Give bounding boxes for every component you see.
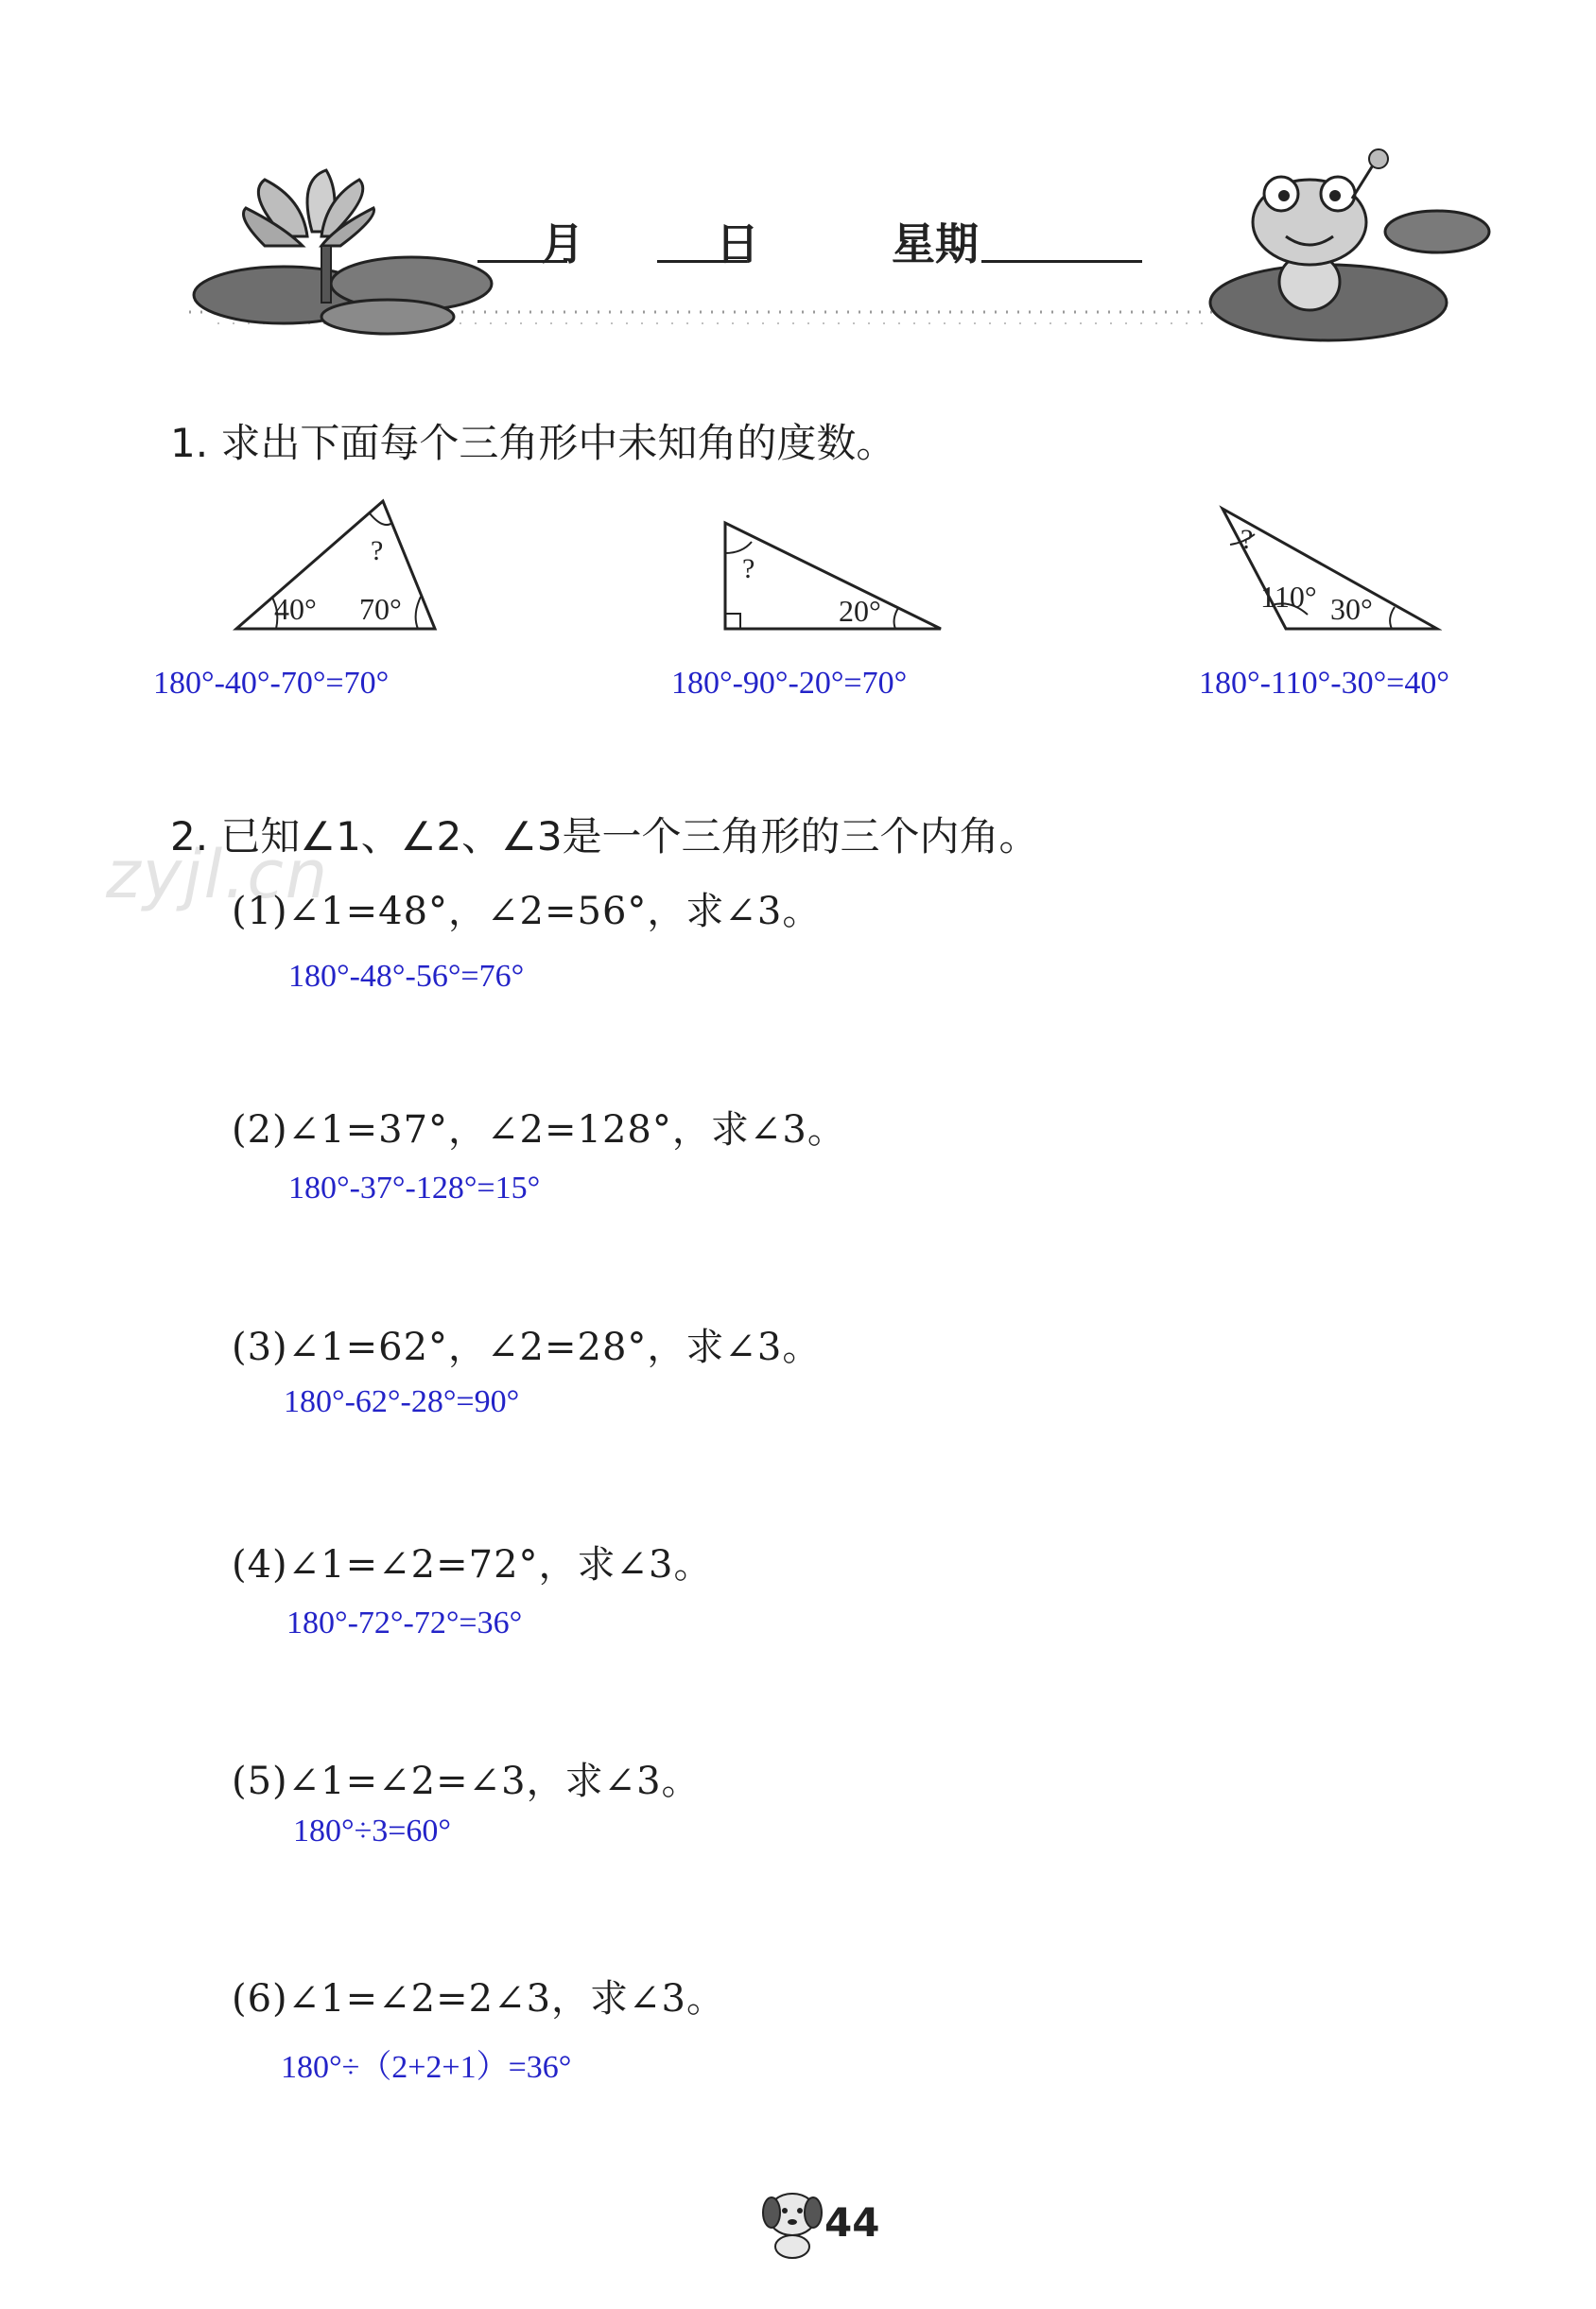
triangle-1-angle-a: 40° (274, 592, 317, 626)
question-1-title: 1. 求出下面每个三角形中未知角的度数。 (170, 420, 896, 466)
triangle-3-answer: 180°-110°-30°=40° (1199, 666, 1449, 701)
frog-illustration (1210, 149, 1489, 340)
triangle-1-angle-b: 70° (359, 592, 402, 626)
question-2-answer-5: 180°÷3=60° (293, 1814, 452, 1849)
triangle-1-answer: 180°-40°-70°=70° (153, 666, 390, 701)
triangle-3-unknown: ? (1240, 524, 1254, 555)
question-2-item-6: (6)∠1=∠2=2∠3，求∠3。 (232, 1977, 725, 2021)
question-2-item-5: (5)∠1=∠2=∠3，求∠3。 (232, 1760, 701, 1803)
watermark: zyjl.cn (106, 836, 330, 913)
question-2-answer-4: 180°-72°-72°=36° (286, 1606, 523, 1641)
triangle-3-angle-a: 110° (1260, 580, 1317, 614)
triangle-2-answer: 180°-90°-20°=70° (671, 666, 908, 701)
page-number: 44 (824, 2199, 880, 2246)
weekday-blank[interactable] (981, 260, 1142, 263)
triangle-3-angle-b: 30° (1330, 592, 1373, 626)
question-2-answer-6: 180°÷（2+2+1）=36° (281, 2050, 572, 2085)
question-2-item-2: (2)∠1=37°，∠2=128°，求∠3。 (232, 1108, 846, 1152)
question-2-item-3: (3)∠1=62°，∠2=28°，求∠3。 (232, 1326, 822, 1369)
question-2-answer-1: 180°-48°-56°=76° (288, 959, 525, 994)
question-2-item-4: (4)∠1=∠2=72°，求∠3。 (232, 1543, 713, 1587)
triangle-2-angle: 20° (839, 594, 881, 628)
triangle-2-unknown: ? (742, 553, 755, 584)
header-decoration (0, 142, 1596, 359)
triangle-1 (227, 482, 444, 634)
question-2-answer-2: 180°-37°-128°=15° (288, 1171, 541, 1206)
weekday-label: 星期 (892, 218, 979, 269)
lotus-illustration (194, 170, 492, 334)
question-2-item-1: (1)∠1=48°，∠2=56°，求∠3。 (232, 890, 822, 933)
month-label: 月 (541, 218, 584, 269)
triangle-1-unknown: ? (371, 535, 384, 566)
triangle-3 (1215, 501, 1442, 634)
question-2-title: 2. 已知∠1、∠2、∠3是一个三角形的三个内角。 (170, 813, 1039, 859)
puppy-icon (756, 2184, 827, 2260)
question-2-answer-3: 180°-62°-28°=90° (284, 1384, 520, 1419)
triangle-2 (714, 515, 950, 634)
day-label: 日 (716, 218, 759, 269)
